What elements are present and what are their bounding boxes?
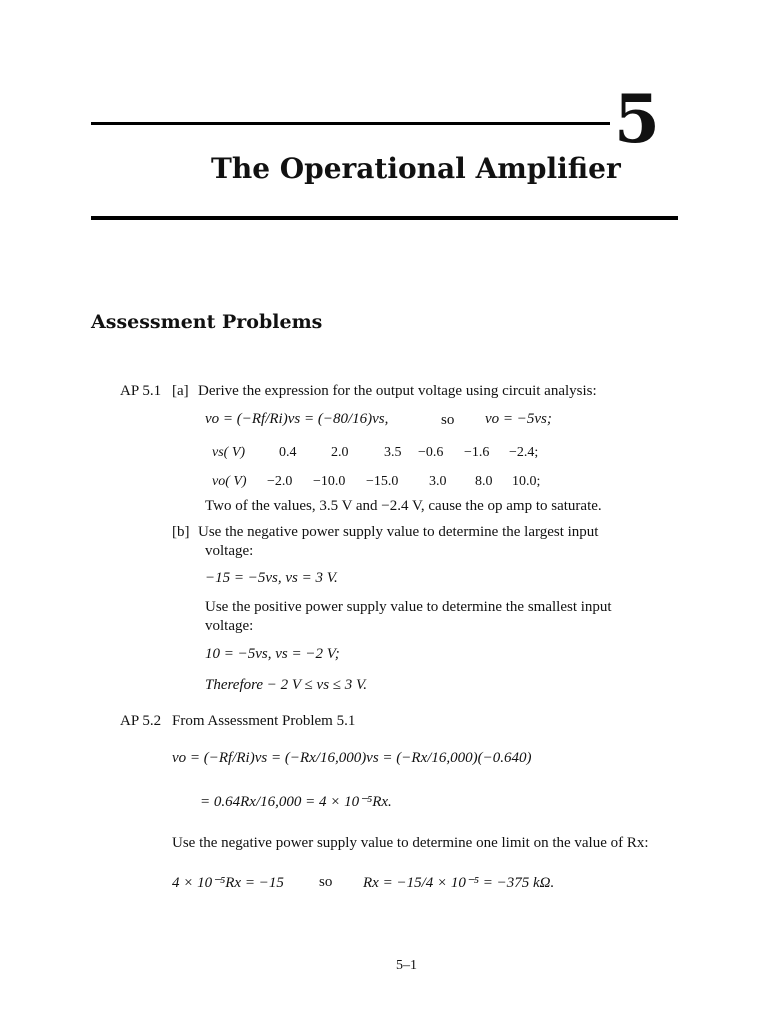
positive-supply-line2: voltage:: [205, 618, 254, 634]
vs-value: 2.0: [331, 445, 349, 460]
problem-label-ap51: AP 5.1: [120, 383, 162, 399]
equation-vo-result: vo = −5vs;: [485, 411, 552, 427]
equation-rx-left: 4 × 10⁻⁵Rx = −15: [172, 875, 284, 891]
vs-value: −0.6: [418, 445, 444, 460]
vo-value: −10.0: [313, 474, 346, 489]
equation-vo-rx-simplified: = 0.64Rx/16,000 = 4 × 10⁻⁵Rx.: [200, 794, 392, 810]
ap52-intro: From Assessment Problem 5.1: [172, 713, 356, 729]
header-top-rule: [91, 122, 610, 125]
negative-supply-limit-text: Use the negative power supply value to determine one limit on the value of Rx:: [172, 835, 649, 851]
saturation-note: Two of the values, 3.5 V and −2.4 V, cause the op amp to saturate.: [205, 498, 602, 514]
vs-value: −2.4;: [509, 445, 539, 460]
vo-value: 3.0: [429, 474, 447, 489]
header-bottom-rule: [91, 216, 678, 220]
problem-label-ap52: AP 5.2: [120, 713, 162, 729]
equation-vo-ratio: vo = (−Rf/Ri)vs = (−80/16)vs,: [205, 411, 389, 427]
part-a-label: [a]: [172, 383, 189, 399]
vo-row-label: vo( V): [212, 474, 247, 489]
equation-rx-result: Rx = −15/4 × 10⁻⁵ = −375 kΩ.: [363, 875, 555, 891]
section-title: Assessment Problems: [91, 311, 323, 333]
vs-value: −1.6: [464, 445, 490, 460]
input-range-conclusion: Therefore − 2 V ≤ vs ≤ 3 V.: [205, 677, 367, 693]
vo-value: 10.0;: [512, 474, 541, 489]
positive-supply-line1: Use the positive power supply value to determine the smallest input: [205, 599, 612, 615]
page-number: 5–1: [396, 958, 417, 973]
vo-value: 8.0: [475, 474, 493, 489]
equation-rx-so: so: [319, 874, 333, 890]
equation-vo-rx: vo = (−Rf/Ri)vs = (−Rx/16,000)vs = (−Rx/16,000)(−0.640): [172, 750, 532, 766]
vs-row-label: vs( V): [212, 445, 246, 460]
vo-value: −15.0: [366, 474, 399, 489]
chapter-number: 5: [614, 80, 660, 158]
vs-value: 3.5: [384, 445, 402, 460]
part-b-text-line2: voltage:: [205, 543, 254, 559]
chapter-title: The Operational Amplifier: [211, 152, 621, 185]
vs-value: 0.4: [279, 445, 297, 460]
equation-smallest-input: 10 = −5vs, vs = −2 V;: [205, 646, 340, 662]
equation-largest-input: −15 = −5vs, vs = 3 V.: [205, 570, 338, 586]
vo-value: −2.0: [267, 474, 293, 489]
part-a-text: Derive the expression for the output voltage using circuit analysis:: [198, 383, 597, 399]
part-b-label: [b]: [172, 524, 190, 540]
part-b-text-line1: Use the negative power supply value to determine the largest input: [198, 524, 599, 540]
equation-so-word: so: [441, 412, 455, 428]
